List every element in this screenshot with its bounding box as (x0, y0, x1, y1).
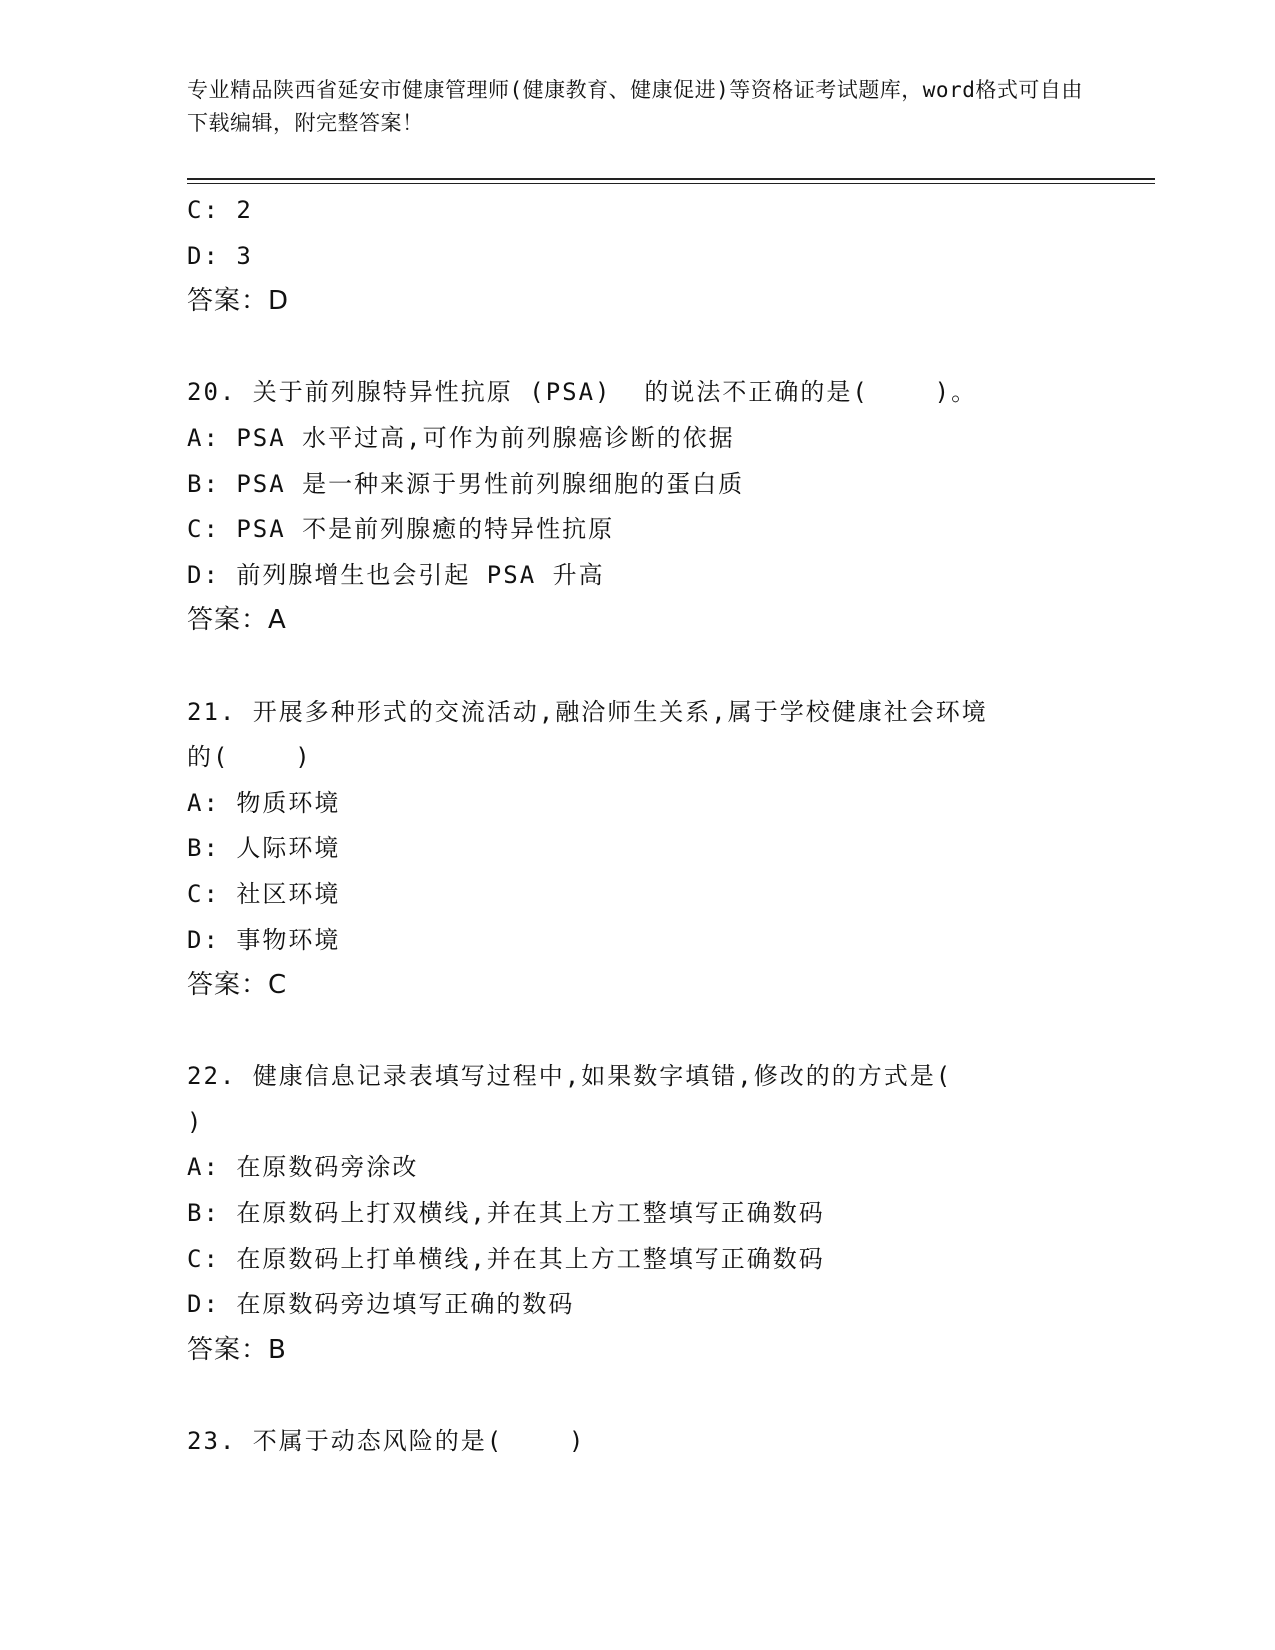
option-d: D: 前列腺增生也会引起 PSA 升高 (187, 560, 605, 589)
option-c: C: 在原数码上打单横线,并在其上方工整填写正确数码 (187, 1244, 825, 1273)
header-rule-thin (187, 183, 1155, 184)
option-a: A: 物质环境 (187, 788, 341, 817)
question-stem: 21. 开展多种形式的交流活动,融洽师生关系,属于学校健康社会环境 (187, 697, 988, 726)
answer-line: 答案：D (187, 286, 290, 317)
option-a: A: 在原数码旁涂改 (187, 1153, 419, 1182)
spacer (187, 325, 1087, 371)
question-stem-continued: ) (187, 1107, 204, 1136)
answer-line: 答案：C (187, 970, 288, 1001)
answer-line: 答案：B (187, 1334, 287, 1365)
answer-line: 答案：A (187, 605, 287, 636)
option-b: B: 在原数码上打双横线,并在其上方工整填写正确数码 (187, 1199, 825, 1228)
option-d: D: 在原数码旁边填写正确的数码 (187, 1290, 575, 1319)
option-c: C: PSA 不是前列腺癒的特异性抗原 (187, 515, 615, 544)
option-c: C: 2 (187, 196, 253, 224)
page-header: 专业精品陕西省延安市健康管理师(健康教育、健康促进)等资格证考试题库，word格式可自由下载编辑，附完整答案！ (187, 78, 1083, 135)
option-d: D: 3 (187, 241, 253, 270)
option-d: D: 事物环境 (187, 925, 341, 954)
question-21 (187, 690, 1087, 1009)
question-stem: 20. 关于前列腺特异性抗原 (PSA) 的说法不正确的是( )。 (187, 378, 978, 407)
option-c: C: 社区环境 (187, 879, 341, 908)
spacer (187, 1373, 1087, 1419)
question-23 (187, 1419, 1087, 1465)
option-a: A: PSA 水平过高,可作为前列腺癌诊断的依据 (187, 423, 735, 452)
previous-question-tail (187, 188, 1087, 325)
option-b: B: 人际环境 (187, 834, 341, 863)
spacer (187, 1009, 1087, 1055)
question-20 (187, 370, 1087, 644)
document-body (187, 188, 1087, 1465)
option-b: B: PSA 是一种来源于男性前列腺细胞的蛋白质 (187, 469, 745, 498)
question-stem: 22. 健康信息记录表填写过程中,如果数字填错,修改的的方式是( (187, 1062, 953, 1091)
question-stem-continued: 的( ) (187, 743, 312, 772)
header-rule-thick (187, 178, 1155, 180)
question-stem: 23. 不属于动态风险的是( ) (187, 1427, 586, 1456)
question-22 (187, 1054, 1087, 1373)
spacer (187, 644, 1087, 690)
